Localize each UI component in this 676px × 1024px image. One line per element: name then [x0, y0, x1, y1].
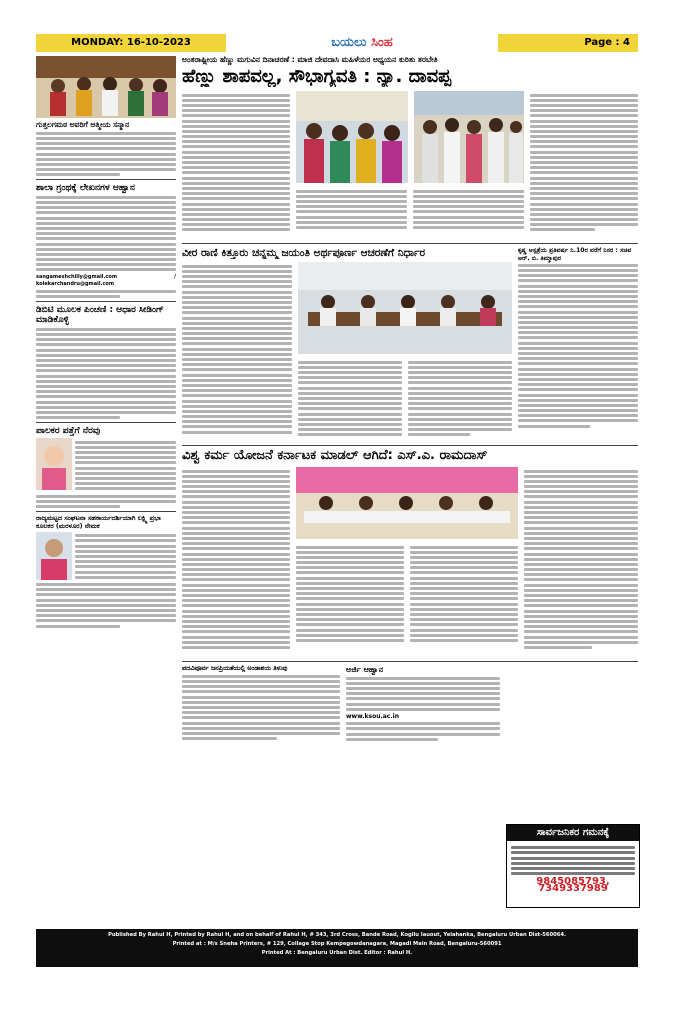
left-article-2-text — [36, 196, 176, 272]
headline-vishwakarma: ವಿಶ್ವ ಕರ್ಮ ಯೋಜನೆ ಕರ್ನಾಟಕ ಮಾಡಲ್ ಆಗಿದೆ: ಎಸ್.ಎ. ರಾಮದಾಸ್ — [182, 449, 488, 464]
imprint-line-1: Published By Rahul H, Printed by Rahul H, and on behalf of Rahul H, # 343, 3rd Cross, Bande Road, Kogilu Iauout, Yelahanka, Bengaluru Urban Dist-560064. — [108, 932, 566, 938]
missing-child-photo — [36, 438, 72, 490]
left-headline-3: ಡಿಬಿಟಿ ಮೂಲಕ ಪಿಂಚಣಿ : ಆಧಾರ ಸೀಡಿಂಗ್ ಮಾಡಿಕೊಳ್ಳಿ — [36, 305, 164, 326]
page-number: Page : 4 — [498, 34, 638, 52]
bottom-row — [182, 665, 638, 761]
meeting-photo — [298, 262, 512, 354]
vishwakarma-story — [182, 467, 638, 659]
second-story-row — [182, 247, 638, 443]
krishna-story — [518, 247, 638, 429]
newspaper-page — [36, 34, 638, 972]
ad-title: ಸಾರ್ವಜನಿಕರ ಗಮನಕ್ಕೆ — [507, 825, 639, 841]
headline-channamma: ವೀರ ರಾಣಿ ಕಿತ್ತೂರು ಚನ್ನಮ್ಮ ಜಯಂತಿ ಅರ್ಥಪೂರ್ಣ ಆಚರಣೆಗೆ ನಿರ್ಧಾರ — [182, 247, 426, 260]
left-article-5 — [36, 532, 176, 581]
logo-part-2: ಸಿಂಹ — [371, 35, 393, 50]
felicitation-photo-graphic — [36, 56, 176, 118]
contact-emails: sangameshchilly@gmail.com / kolekarchandru@gmail.com — [36, 273, 176, 287]
bottom-headline-2: ಅರ್ಜಿ ಆಹ್ವಾನ — [346, 665, 384, 675]
vishwakarma-photo — [296, 467, 518, 539]
photo-felicitation — [36, 56, 176, 118]
lead-story-lower — [296, 187, 524, 231]
left-headline-5: ರಾಜ್ಯಮಟ್ಟದ ಸಂಘಟನಾ ಸಹಕಾರ್ಯದರ್ಶಿಯಾಗಿ ಲಕ್ಷ್ಮಿ ಪ್ರಭಾ ಕೂಲಕರ (ಮರಳೂರ) ನೇಮಕ — [36, 514, 161, 530]
lead-story-col4 — [530, 91, 638, 233]
left-headline-2: ಶಾಲಾ ಗ್ರಂಥಕ್ಕೆ ಲೇಖನಗಳ ಆಹ್ವಾನ — [36, 183, 135, 194]
ad-body — [507, 841, 639, 895]
left-headline-1: ಗುತ್ತಲಗಮಠ ಅವರಿಗೆ ಆತ್ಮೀಯ ಸನ್ಮಾನ — [36, 120, 130, 129]
left-headline-4: ಪಾಲಕರ ಪತ್ತೆಗೆ ನೆರವು — [36, 426, 101, 437]
channamma-story — [182, 247, 512, 442]
ksou-url[interactable]: www.ksou.ac.in — [346, 713, 399, 721]
ad-phone-numbers: 9845085793, 7349337989 — [536, 876, 610, 895]
lead-photo-1 — [296, 91, 408, 183]
left-article-1-text — [36, 132, 176, 177]
imprint-line-2: Printed at : M/s Sneha Printers, # 129, Collage Stop Kempegowdanagara, Magadi Main Road, Bengaluru-560091 — [172, 941, 502, 947]
masthead — [36, 34, 638, 52]
left-article-2-text-b — [36, 290, 176, 298]
headline-krishna: ಕೃಷ್ಣ ಆಸ್ಪತ್ರೆಯ ಪ್ರತಿವರ್ಷ ನಿ.10ರ ವರೆಗೆ ನಿಸರ : ಸಚಿವ ಆರ್. ಬಿ. ತಿಮ್ಮಾಪುರ — [518, 247, 632, 262]
newspaper-logo — [226, 34, 498, 52]
lead-photo-2 — [414, 91, 524, 183]
lead-story-col1 — [182, 91, 290, 233]
left-article-4 — [36, 438, 176, 492]
public-notice-ad — [506, 824, 640, 908]
bottom-headline-1: ಪದವಿಪೂರ್ವ ಜನಪ್ರಿಯತೆಯಲ್ಲಿ ಅಂಡಾಶಯ ತಿಳುವು — [182, 664, 288, 673]
bottom-story-1 — [182, 665, 340, 742]
kicker-line: ಅಂತರಾಷ್ಟ್ರೀಯ ಹೆಣ್ಣು ಮಗುವಿನ ದಿನಾಚರಣೆ : ಮಾಜಿ ದೇವದಾಸಿ ಮಹಿಳೆಯರ ಅಧ್ಯಯನ ಕುರಿತು ತರಬೇತಿ — [182, 56, 438, 64]
imprint-line-3: Printed At : Bengaluru Urban Dist. Editor : Rahul H. — [261, 950, 413, 956]
logo-part-1: ಬಯಲು — [331, 35, 367, 50]
bottom-story-2 — [346, 665, 500, 743]
main-area — [182, 56, 638, 761]
left-column — [36, 56, 176, 630]
left-article-3-text — [36, 328, 176, 419]
lead-story — [182, 91, 638, 241]
imprint-footer — [36, 929, 638, 967]
issue-date: MONDAY: 16-10-2023 — [36, 34, 227, 52]
lead-headline: ಹೆಣ್ಣು ಶಾಪವಲ್ಲ, ಸೌಭಾಗ್ಯವತಿ : ನ್ಯಾ. ದಾವಪ್ಪ — [182, 66, 452, 87]
appointee-photo — [36, 532, 72, 580]
